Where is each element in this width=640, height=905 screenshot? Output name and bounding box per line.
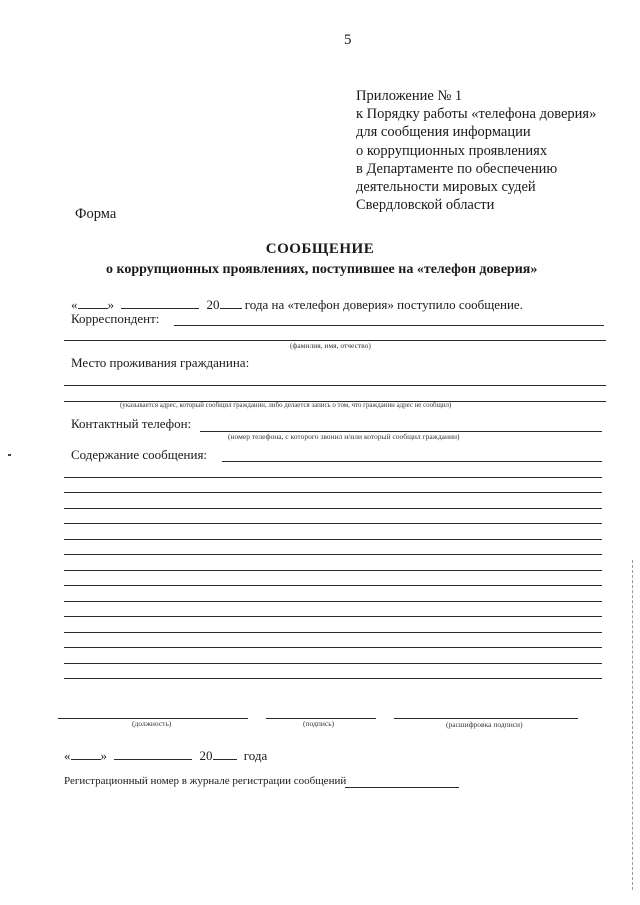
content-line[interactable] — [64, 663, 602, 664]
signature-decryption-hint: (расшифровка подписи) — [446, 720, 523, 729]
signature-hint: (подпись) — [303, 719, 335, 728]
bottom-year-field[interactable] — [213, 747, 237, 760]
content-line[interactable] — [64, 539, 602, 540]
appendix-line: Свердловской области — [356, 197, 495, 214]
correspondent-field[interactable] — [174, 325, 604, 326]
appendix-line: о коррупционных проявлениях — [356, 142, 548, 159]
date-close-quote: » — [107, 297, 114, 312]
content-line[interactable] — [64, 616, 602, 617]
content-line[interactable] — [64, 585, 602, 586]
content-line[interactable] — [64, 570, 602, 571]
bottom-day-field[interactable] — [71, 747, 101, 760]
bottom-date-open-quote: « — [64, 748, 71, 763]
appendix-line: в Департаменте по обеспечению — [356, 160, 558, 177]
phone-hint: (номер телефона, с которого звонил и/или который сообщил гражданин) — [228, 432, 460, 441]
content-line[interactable] — [64, 523, 602, 524]
bottom-date-line — [64, 747, 267, 764]
bottom-month-field[interactable] — [114, 747, 192, 760]
residence-label: Место проживания гражданина: — [71, 355, 250, 370]
appendix-line: для сообщения информации — [356, 124, 531, 141]
content-line[interactable] — [64, 554, 602, 555]
content-line[interactable] — [64, 601, 602, 602]
correspondent-hint: (фамилия, имя, отчество) — [290, 341, 371, 350]
document-title: СООБЩЕНИЕ — [265, 241, 375, 257]
scan-speck — [8, 454, 11, 456]
content-line[interactable] — [64, 647, 602, 648]
content-line[interactable] — [64, 508, 602, 509]
year-prefix: 20 — [206, 297, 220, 312]
date-line-text: года на «телефон доверия» поступило сообщение. — [244, 297, 523, 312]
appendix-line: к Порядку работы «телефона доверия» — [356, 106, 597, 123]
residence-field[interactable] — [64, 385, 606, 386]
date-open-quote: « — [71, 297, 78, 312]
year-field[interactable] — [220, 296, 242, 309]
document-subtitle: о коррупционных проявлениях, поступившее на «телефон доверия» — [106, 262, 538, 277]
appendix-line: Приложение № 1 — [356, 88, 463, 104]
content-label: Содержание сообщения: — [71, 447, 208, 462]
form-label: Форма — [75, 206, 117, 222]
residence-hint: (указывается адрес, который сообщил гражданин, либо делается запись о том, что гражданин адрес не сообщил) — [120, 402, 452, 409]
content-field[interactable] — [222, 461, 602, 462]
correspondent-label: Корреспондент: — [71, 311, 160, 326]
appendix-line: деятельности мировых судей — [356, 179, 536, 196]
bottom-year-prefix: 20 — [199, 748, 213, 763]
day-field[interactable] — [78, 296, 108, 309]
content-line[interactable] — [64, 678, 602, 679]
signature-decryption-field[interactable] — [394, 718, 578, 719]
bottom-date-suffix: года — [243, 748, 268, 763]
month-field[interactable] — [121, 296, 199, 309]
registration-number-field[interactable] — [345, 787, 459, 788]
bottom-date-close-quote: » — [100, 748, 107, 763]
content-line[interactable] — [64, 477, 602, 478]
registration-label: Регистрационный номер в журнале регистрации сообщений — [64, 775, 347, 787]
position-hint: (должность) — [132, 719, 172, 728]
content-line[interactable] — [64, 632, 602, 633]
content-line[interactable] — [64, 492, 602, 493]
scan-edge-mark — [632, 560, 633, 890]
appendix-block — [356, 87, 596, 214]
page-number: 5 — [344, 32, 352, 48]
phone-label: Контактный телефон: — [71, 416, 192, 431]
